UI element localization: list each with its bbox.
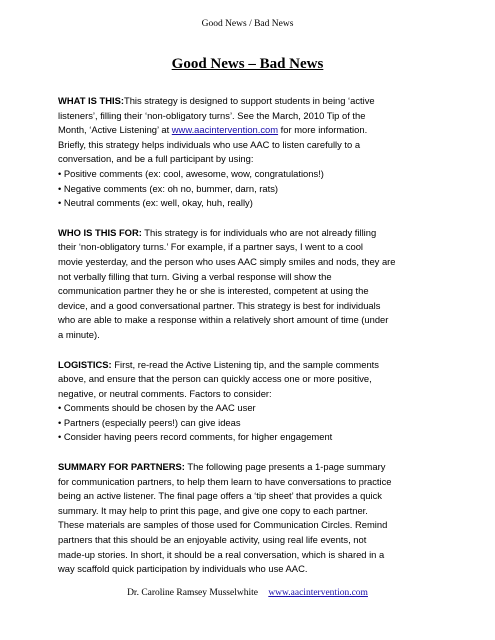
logistics-text: First, re-read the Active Listening tip, and the sample comments above, and ensure that the person can quickly access one or more positive, negative, or neutral comments. Factors to consider: bbox=[58, 358, 379, 399]
what-bullet-negative: • Negative comments (ex: oh no, bummer, darn, rats) bbox=[58, 182, 279, 194]
logistics-bullet-1: • Comments should be chosen by the AAC user bbox=[58, 402, 256, 414]
running-header: Good News / Bad News bbox=[201, 19, 294, 29]
what-paragraph bbox=[58, 94, 458, 167]
what-bullet-neutral: • Neutral comments (ex: well, okay, huh, really) bbox=[58, 197, 253, 209]
logistics-bullet-2: • Partners (especially peers!) can give ideas bbox=[58, 416, 241, 428]
summary-label: SUMMARY FOR PARTNERS: bbox=[58, 461, 185, 473]
logistics-label: LOGISTICS: bbox=[58, 358, 112, 370]
logistics-bullet-list bbox=[58, 401, 458, 445]
who-label: WHO IS THIS FOR: bbox=[58, 226, 142, 238]
what-bullet-positive: • Positive comments (ex: cool, awesome, wow, congratulations!) bbox=[58, 167, 324, 179]
summary-paragraph bbox=[58, 460, 458, 577]
footer-link[interactable]: www.aacintervention.com bbox=[268, 588, 368, 598]
summary-text: The following page presents a 1-page summary for communication partners, to help them learn to have conversations to practice being an active listener. The final page offers a ‘tip sheet’ that provides a quick summary. It may help to print this page, and give one copy to each partner. These materials are samples of those used for Communication Circles. Remind partners that this should be an enjoyable activity, using real life events, not made-up stories. In short, it should be a real conversation, which is shared in a way scaffold quick participation by individuals who use AAC. bbox=[58, 461, 392, 575]
who-paragraph bbox=[58, 226, 458, 343]
section-who-is-this-for bbox=[58, 226, 458, 343]
section-what-is-this bbox=[58, 94, 458, 211]
section-summary-for-partners bbox=[58, 460, 458, 577]
document-body bbox=[58, 94, 458, 592]
who-text: This strategy is for individuals who are not already filling their ‘non-obligatory turns.’ For example, if a partner says, I went to a cool movie yesterday, and the person who uses AAC simply smiles and nods, they are not verbally filling that turn. Giving a verbal response will show the communication partner they he or she is interested, competent at using the device, and a good conversational partner. This strategy is best for individuals who are able to make a response within a relatively short amount of time (under a minute). bbox=[58, 226, 396, 340]
what-label: WHAT IS THIS: bbox=[58, 95, 124, 106]
what-link[interactable]: www.aacintervention.com bbox=[171, 124, 279, 136]
page-title: Good News – Bad News bbox=[171, 56, 324, 72]
what-text-1: This strategy is designed to support students in being ‘active listeners’, filling their ‘non-obligatory turns’. See the March, 2010 Tip of the Month, ‘Active Listening’ at bbox=[58, 95, 375, 136]
footer-author: Dr. Caroline Ramsey Musselwhite bbox=[127, 588, 258, 598]
section-logistics bbox=[58, 358, 458, 446]
logistics-bullet-3: • Consider having peers record comments, for higher engagement bbox=[58, 431, 333, 443]
logistics-paragraph bbox=[58, 358, 458, 402]
what-text-2: for more information. Briefly, this strategy helps individuals who use AAC to listen carefully to a conversation, and be a full participant by using: bbox=[58, 124, 368, 165]
page-footer bbox=[0, 588, 495, 598]
what-bullet-list bbox=[58, 167, 458, 211]
